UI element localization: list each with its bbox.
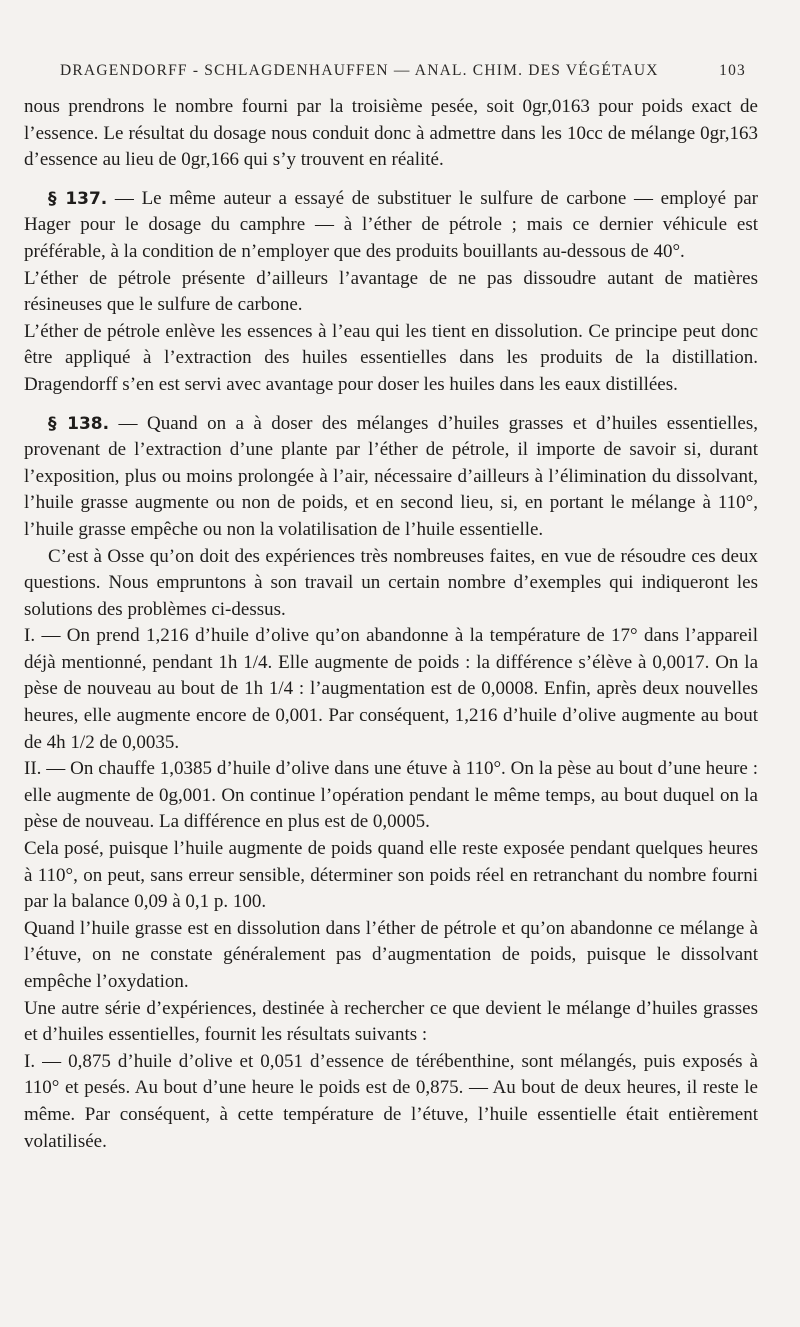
body-text (24, 94, 758, 1155)
paragraph: C’est à Osse qu’on doit des expériences très nombreuses faites, en vue de résoudre ces deux questions. Nous empruntons à son travail un certain nombre d’exemples qui indiqueront les solutions des problèmes ci-dessus. (24, 545, 758, 620)
paragraph: I. — 0,875 d’huile d’olive et 0,051 d’essence de térébenthine, sont mélangés, puis exposés à 110° et pesés. Au bout d’une heure le poids est de 0,875. — Au bout de deux heures, il reste le même. Par conséquent, à cette température de l’étuve, l’huile essentielle était entièrement volatilisée. (24, 1050, 758, 1152)
paragraph: Une autre série d’expériences, destinée à rechercher ce que devient le mélange d’huiles grasses et d’huiles essentielles, fournit les résultats suivants : (24, 997, 758, 1046)
paragraph-text: — Quand on a à doser des mélanges d’huiles grasses et d’huiles essentielles, provenant de l’extraction d’une plante par l’éther de pétrole, il importe de savoir si, durant l’exposition, plus ou moins prolongée à l’air, nécessaire d’ailleurs à l’élimination du dissolvant, l’huile grasse augmente ou non de poids, et en second lieu, si, en portant le mélange à 110°, l’huile grasse empêche ou non la volatilisation de l’huile essentielle. (24, 412, 758, 540)
paragraph: L’éther de pétrole présente d’ailleurs l’avantage de ne pas dissoudre autant de matières résineuses que le sulfure de carbone. (24, 267, 758, 316)
paragraph: L’éther de pétrole enlève les essences à l’eau qui les tient en dissolution. Ce principe peut donc être appliqué à l’extraction des huiles essentielles dans les produits de la distillation. Dragendorff s’en est servi avec avantage pour doser les huiles dans les eaux distillées. (24, 320, 758, 395)
paragraph: Quand l’huile grasse est en dissolution dans l’éther de pétrole et qu’on abandonne ce mélange à l’étuve, on ne constate généralement pas d’augmentation de poids, puisque le dissolvant empêche l’oxydation. (24, 917, 758, 992)
paragraph: nous prendrons le nombre fourni par la troisième pesée, soit 0gr,0163 pour poids exact de l’essence. Le résultat du dosage nous conduit donc à admettre dans les 10cc de mélange 0gr,163 d’essence au lieu de 0gr,166 qui s’y trouvent en réalité. (24, 96, 758, 171)
paragraph-text: — Le même auteur a essayé de substituer le sulfure de carbone — employé par Hager pour le dosage du camphre — à l’éther de pétrole ; mais ce dernier véhicule est préférable, à la condition de n’employer que des produits bouillants au-dessous de 40°. (24, 187, 758, 262)
paragraph (24, 186, 758, 266)
paragraph: II. — On chauffe 1,0385 d’huile d’olive dans une étuve à 110°. On la pèse au bout d’une heure : elle augmente de 0g,001. On continue l’opération pendant le même temps, au bout duquel on la pèse de nouveau. La différence en plus est de 0,0005. (24, 758, 758, 833)
paragraph: I. — On prend 1,216 d’huile d’olive qu’on abandonne à la température de 17° dans l’appareil déjà mentionné, pendant 1h 1/4. Elle augmente de poids : la différence s’élève à 0,0017. On la pèse de nouveau au bout de 1h 1/4 : l’augmentation est de 0,0008. Enfin, après deux nouvelles heures, elle augmente encore de 0,001. Par conséquent, 1,216 d’huile d’olive augmente au bout de 4h 1/2 de 0,0035. (24, 625, 758, 753)
page-header (56, 62, 746, 86)
section-number: § 138. (48, 413, 110, 434)
paragraph (24, 411, 758, 544)
running-title: DRAGENDORFF - SCHLAGDENHAUFFEN — ANAL. CHIM. DES VÉGÉTAUX (60, 62, 659, 79)
section-number: § 137. (48, 188, 108, 209)
paragraph: Cela posé, puisque l’huile augmente de poids quand elle reste exposée pendant quelques heures à 110°, on peut, sans erreur sensible, déterminer son poids réel en retranchant du nombre fourni par la balance 0,09 à 0,1 p. 100. (24, 838, 758, 913)
page-number: 103 (719, 62, 746, 79)
